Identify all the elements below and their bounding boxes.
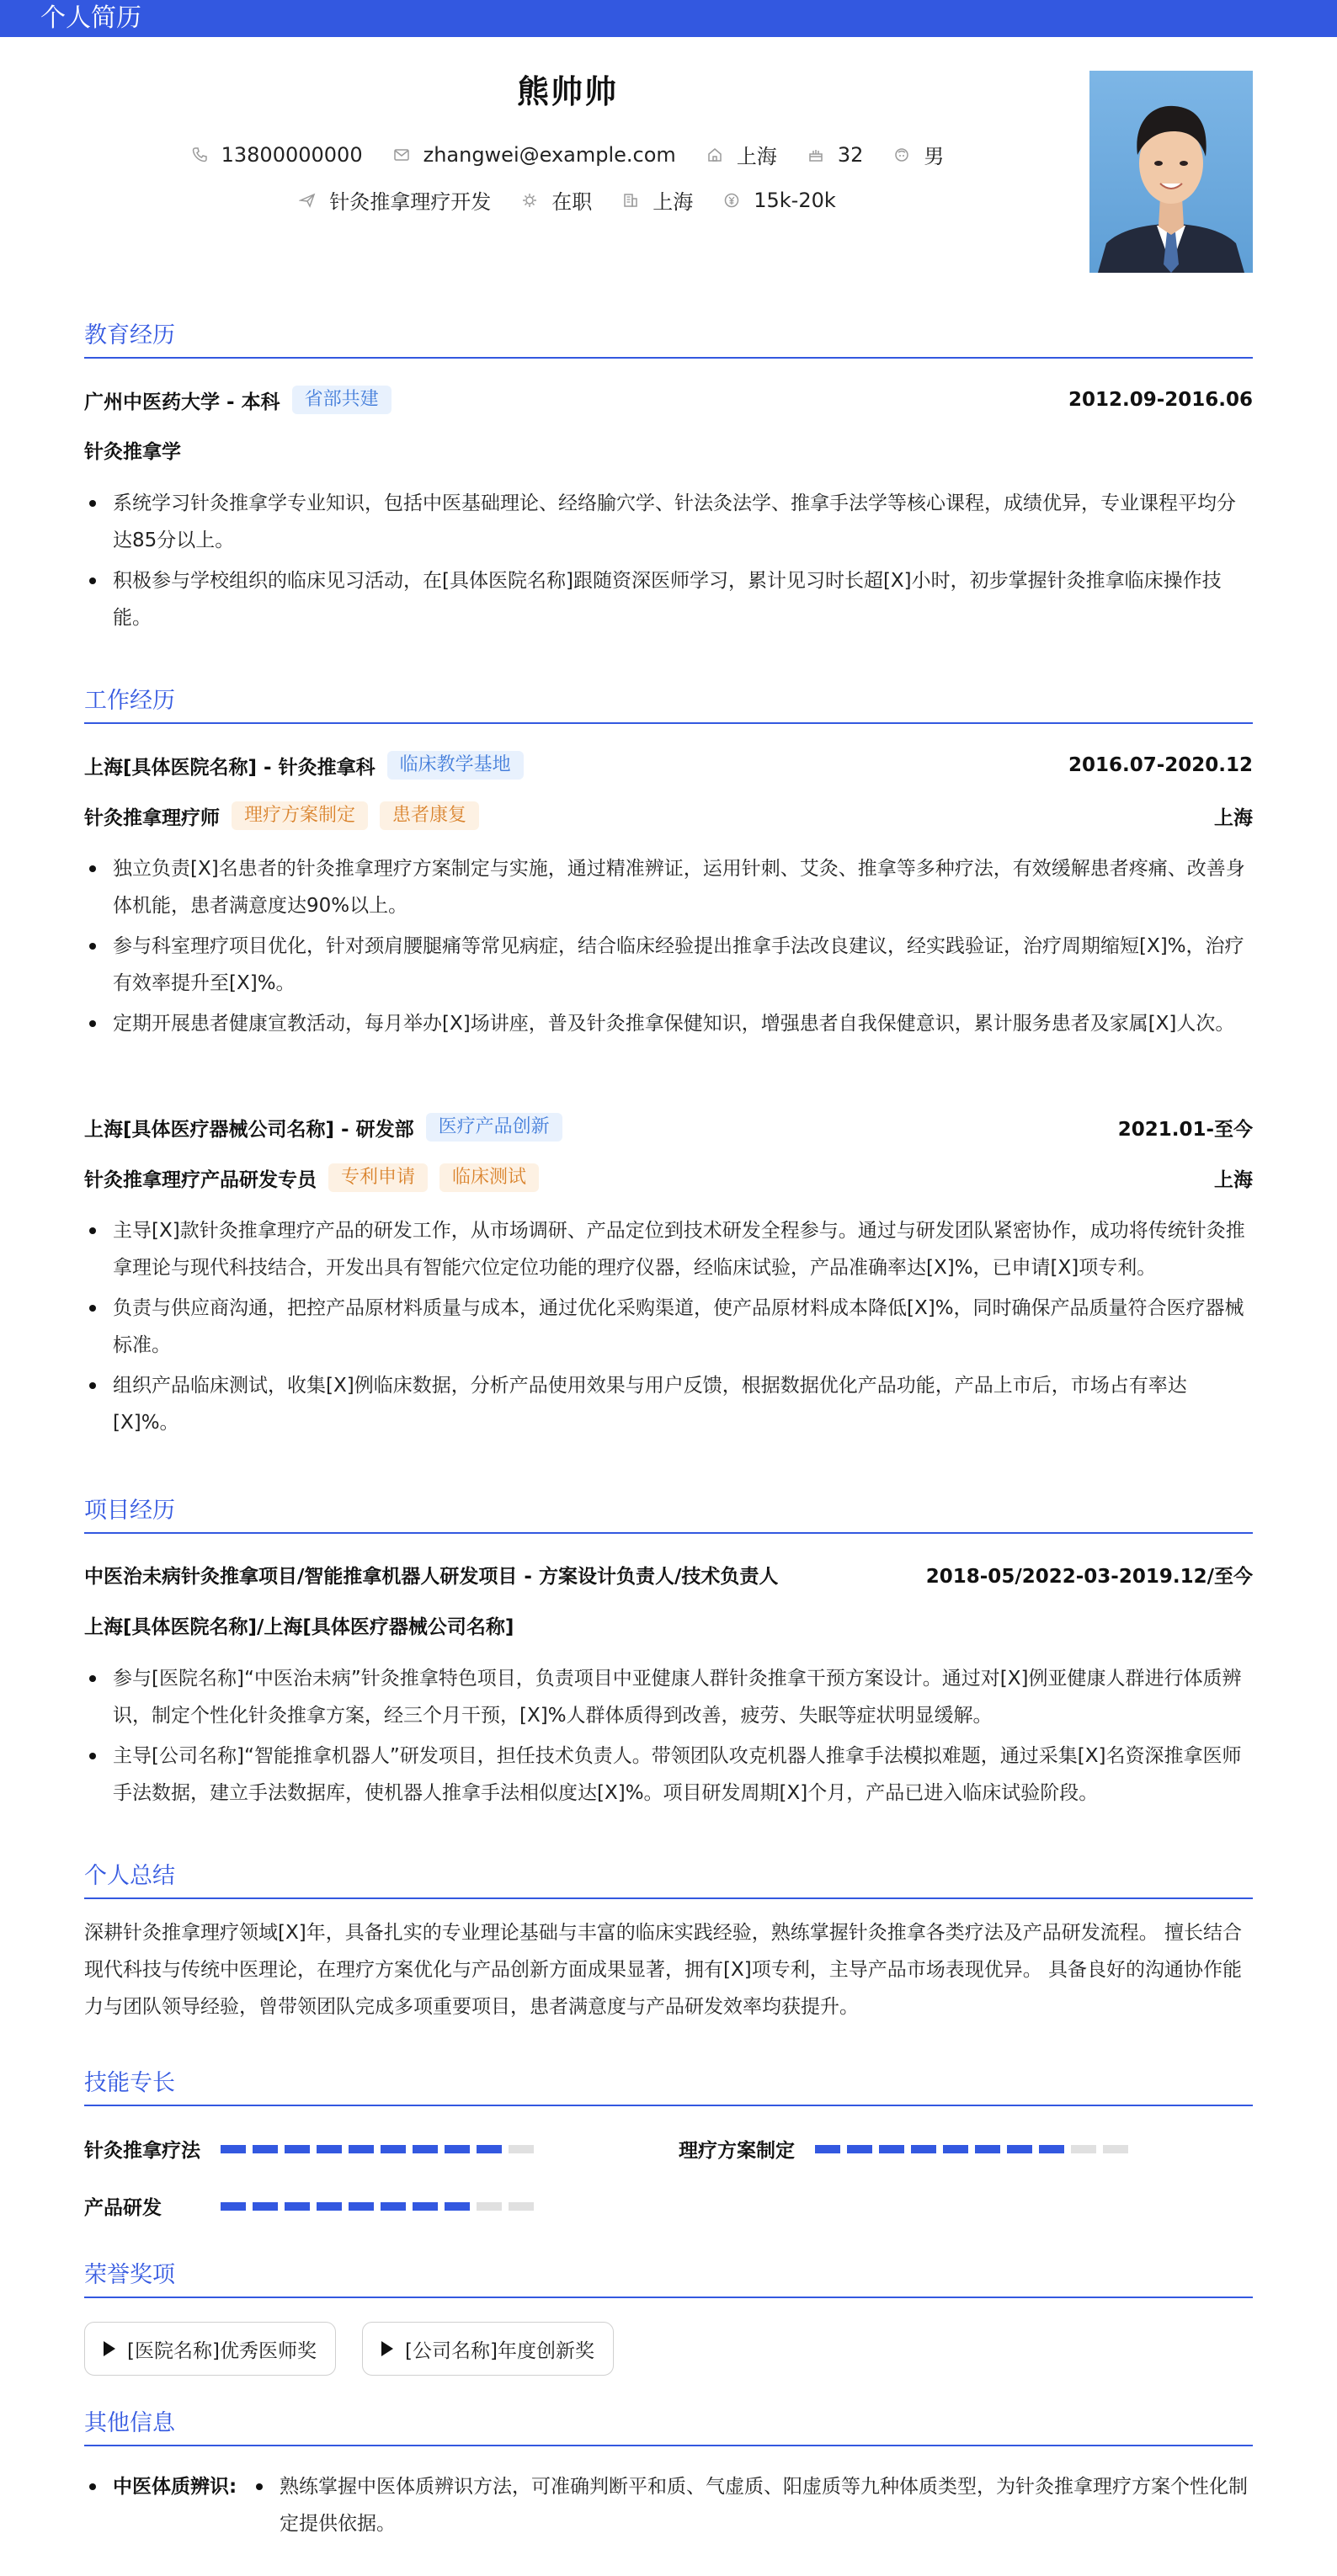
awards-list <box>84 2322 1253 2381</box>
skill-segment-filled <box>349 2145 374 2153</box>
work-2-role: 针灸推拿理疗产品研发专员 <box>84 1168 317 1191</box>
section-title-awards: 荣誉奖项 <box>84 2259 1253 2298</box>
project-org: 上海[具体医院名称]/上海[具体医疗器械公司名称] <box>84 1616 514 1638</box>
skill-name: 产品研发 <box>84 2197 162 2219</box>
major-row <box>84 436 1253 464</box>
skill-segment-empty <box>509 2202 534 2211</box>
phone-text: 13800000000 <box>221 142 363 167</box>
location-info <box>706 140 777 169</box>
award-label: [公司名称]年度创新奖 <box>405 2339 594 2362</box>
work-city-text: 上海 <box>653 190 694 214</box>
skill-level-bar <box>815 2145 1135 2153</box>
banner-title: 个人简历 <box>40 3 141 33</box>
skill-level-bar <box>221 2202 541 2211</box>
age-info <box>807 143 864 167</box>
gender-icon <box>893 146 910 163</box>
building-icon <box>622 192 639 209</box>
work-2-city: 上海 <box>1214 1168 1253 1191</box>
project-header <box>84 1561 1253 1589</box>
section-title-education: 教育经历 <box>84 320 1253 359</box>
work-1-role-row <box>84 801 1253 830</box>
salary-icon <box>723 192 740 209</box>
awards-section <box>84 2259 1253 2362</box>
skill-level-bar <box>221 2145 541 2153</box>
salary-text: 15k-20k <box>754 188 836 212</box>
project-date: 2018-05/2022-03-2019.12/至今 <box>925 1566 1253 1588</box>
top-banner <box>0 0 1337 37</box>
project-title: 中医治未病针灸推拿项目/智能推拿机器人研发项目 - 方案设计负责人/技术负责人 <box>84 1566 779 1588</box>
skill-segment-filled <box>221 2202 246 2211</box>
work-2-company: 上海[具体医疗器械公司名称] - 研发部 <box>84 1118 414 1141</box>
list-item: 系统学习针灸推拿学专业知识，包括中医基础理论、经络腧穴学、针法灸法学、推拿手法学等核心课程，成绩优异，专业课程平均分达85分以上。 <box>84 485 1253 559</box>
candidate-name: 熊帅帅 <box>516 73 618 110</box>
age-text: 32 <box>837 142 864 167</box>
email-info <box>393 143 676 167</box>
education-header <box>84 386 1253 414</box>
skill-segment-filled <box>349 2202 374 2211</box>
list-item: 独立负责[X]名患者的针灸推拿理疗方案制定与实施，通过精准辨证，运用针刺、艾灸、推拿等多种疗法，有效缓解患者疼痛、改善身体机能，患者满意度达90%以上。 <box>84 850 1253 924</box>
award-label: [医院名称]优秀医师奖 <box>127 2339 317 2362</box>
work-2-date: 2021.01-至今 <box>1117 1118 1253 1141</box>
work-1-role-tag-2: 患者康复 <box>380 801 479 830</box>
education-date: 2012.09-2016.06 <box>1068 389 1253 411</box>
skill-segment-filled <box>1039 2145 1064 2153</box>
skill-segment-filled <box>317 2202 342 2211</box>
phone-icon <box>191 146 208 163</box>
work-2-role-tag-2: 临床测试 <box>439 1163 539 1192</box>
work-2-header <box>84 1113 1253 1142</box>
skill-segment-filled <box>285 2145 310 2153</box>
skill-name: 理疗方案制定 <box>679 2140 795 2162</box>
education-section <box>84 320 1253 629</box>
skill-segment-filled <box>975 2145 1000 2153</box>
work-1-company: 上海[具体医院名称] - 针灸推拿科 <box>84 756 376 779</box>
work-1-role-tag-1: 理疗方案制定 <box>232 801 368 830</box>
work-1-role: 针灸推拿理疗师 <box>84 806 220 829</box>
project-bullets <box>84 1660 1253 1815</box>
skill-segment-filled <box>285 2202 310 2211</box>
location-text: 上海 <box>736 145 777 168</box>
education-bullets <box>84 485 1253 640</box>
age-icon <box>807 146 824 163</box>
skill-segment-filled <box>413 2202 438 2211</box>
section-title-work: 工作经历 <box>84 685 1253 724</box>
skill-2 <box>679 2135 1135 2163</box>
award-chip <box>84 2322 336 2376</box>
work-1-tag: 临床教学基地 <box>387 751 524 780</box>
status-icon <box>521 192 538 209</box>
list-item: 参与[医院名称]“中医治未病”针灸推拿特色项目，负责项目中亚健康人群针灸推拿干预方案设计。通过对[X]例亚健康人群进行体质辨识，制定个性化针灸推拿方案，经三个月干预，[X]%人群体质得到改善，疲劳、失眠等症状明显缓解。 <box>84 1660 1253 1734</box>
other-section <box>84 2408 1253 2535</box>
salary-info <box>723 189 836 212</box>
work-1-header <box>84 751 1253 780</box>
mail-icon <box>393 146 410 163</box>
work-1-city: 上海 <box>1214 806 1253 829</box>
skill-segment-filled <box>445 2202 470 2211</box>
list-item: 负责与供应商沟通，把控产品原材料质量与成本，通过优化采购渠道，使产品原材料成本降低[X]%，同时确保产品质量符合医疗器械标准。 <box>84 1290 1253 1364</box>
school-tag: 省部共建 <box>292 386 392 414</box>
skill-segment-filled <box>413 2145 438 2153</box>
work-city-info <box>622 185 693 215</box>
work-1-bullets <box>84 850 1253 1046</box>
status-text: 在职 <box>551 190 593 214</box>
skill-segment-filled <box>911 2145 936 2153</box>
summary-text: 深耕针灸推拿理疗领域[X]年，具备扎实的专业理论基础与丰富的临床实践经验，熟练掌握针灸推拿各类疗法及产品研发流程。 擅长结合现代科技与传统中医理论，在理疗方案优化与产品创新方面成果显著，拥有[X]项专利，主导产品市场表现优异。 具备良好的沟通协作能力与团队领导经验，曾带领团队完成多项重要项目，患者满意度与产品研发效率均获提升。 <box>84 1922 1243 2018</box>
skill-segment-empty <box>509 2145 534 2153</box>
list-item: 主导[公司名称]“智能推拿机器人”研发项目，担任技术负责人。带领团队攻克机器人推拿手法模拟难题，通过采集[X]名资深推拿医师手法数据，建立手法数据库，使机器人推拿手法相似度达[X]%。项目研发周期[X]个月，产品已进入临床试验阶段。 <box>84 1738 1253 1812</box>
gender-text: 男 <box>924 145 945 168</box>
skill-segment-filled <box>815 2145 840 2153</box>
work-2-bullets <box>84 1212 1253 1445</box>
skill-segment-filled <box>221 2145 246 2153</box>
list-item: 主导[X]款针灸推拿理疗产品的研发工作，从市场调研、产品定位到技术研发全程参与。通过与研发团队紧密协作，成功将传统针灸推拿理论与现代科技结合，开发出具有智能穴位定位功能的理疗仪器，经临床试验，产品准确率达[X]%，已申请[X]项专利。 <box>84 1212 1253 1286</box>
summary-section <box>84 1860 1253 2018</box>
email-text: zhangwei@example.com <box>423 142 676 167</box>
project-section <box>84 1495 1253 1804</box>
profile-photo <box>1089 71 1253 273</box>
other-value: 熟练掌握中医体质辨识方法，可准确判断平和质、气虚质、阳虚质等九种体质类型，为针灸推拿理疗方案个性化制定提供依据。 <box>251 2468 1253 2542</box>
status-info <box>521 185 592 215</box>
work-2-tag: 医疗产品创新 <box>426 1113 562 1142</box>
contact-row <box>0 140 1135 169</box>
section-title-other: 其他信息 <box>84 2408 1253 2446</box>
skill-segment-empty <box>1071 2145 1096 2153</box>
position-text: 针灸推拿理疗开发 <box>329 190 492 214</box>
skill-segment-filled <box>381 2145 406 2153</box>
other-key: 中医体质辨识: <box>113 2468 237 2505</box>
list-item: 组织产品临床测试，收集[X]例临床数据，分析产品使用效果与用户反馈，根据数据优化产品功能，产品上市后，市场占有率达[X]%。 <box>84 1367 1253 1441</box>
gender-info <box>893 140 944 169</box>
skill-segment-filled <box>943 2145 968 2153</box>
phone-info <box>191 143 363 167</box>
play-icon <box>104 2341 115 2356</box>
project-org-row <box>84 1611 1253 1639</box>
job-intent-row <box>0 185 1135 215</box>
section-title-project: 项目经历 <box>84 1495 1253 1534</box>
play-icon <box>381 2341 393 2356</box>
work-2-role-row <box>84 1163 1253 1192</box>
skill-name: 针灸推拿疗法 <box>84 2140 200 2162</box>
work-2-role-tag-1: 专利申请 <box>328 1163 428 1192</box>
skills-section <box>84 2068 1253 2219</box>
section-title-skills: 技能专长 <box>84 2068 1253 2106</box>
skill-segment-filled <box>445 2145 470 2153</box>
position-info <box>299 185 491 215</box>
skill-segment-filled <box>879 2145 904 2153</box>
skill-segment-filled <box>253 2145 278 2153</box>
major-name: 针灸推拿学 <box>84 441 181 463</box>
section-title-summary: 个人总结 <box>84 1860 1253 1899</box>
award-chip <box>362 2322 614 2376</box>
skill-segment-empty <box>477 2202 502 2211</box>
skill-segment-filled <box>477 2145 502 2153</box>
list-item: 定期开展患者健康宣教活动，每月举办[X]场讲座，普及针灸推拿保健知识，增强患者自我保健意识，累计服务患者及家属[X]人次。 <box>84 1005 1253 1042</box>
home-icon <box>706 146 723 163</box>
work-1-date: 2016.07-2020.12 <box>1068 754 1253 776</box>
skill-segment-filled <box>381 2202 406 2211</box>
skill-segment-filled <box>253 2202 278 2211</box>
send-icon <box>299 192 316 209</box>
skill-segment-filled <box>1007 2145 1032 2153</box>
skill-segment-filled <box>317 2145 342 2153</box>
skill-segment-empty <box>1103 2145 1128 2153</box>
skill-segment-filled <box>847 2145 872 2153</box>
list-item: 参与科室理疗项目优化，针对颈肩腰腿痛等常见病症，结合临床经验提出推拿手法改良建议，经实践验证，治疗周期缩短[X]%，治疗有效率提升至[X]%。 <box>84 928 1253 1002</box>
skill-1 <box>84 2135 541 2163</box>
work-section <box>84 685 1253 1434</box>
school-name: 广州中医药大学 - 本科 <box>84 391 280 413</box>
skill-3 <box>84 2192 541 2220</box>
list-item: 积极参与学校组织的临床见习活动，在[具体医院名称]跟随资深医师学习，累计见习时长超[X]小时，初步掌握针灸推拿临床操作技能。 <box>84 562 1253 636</box>
